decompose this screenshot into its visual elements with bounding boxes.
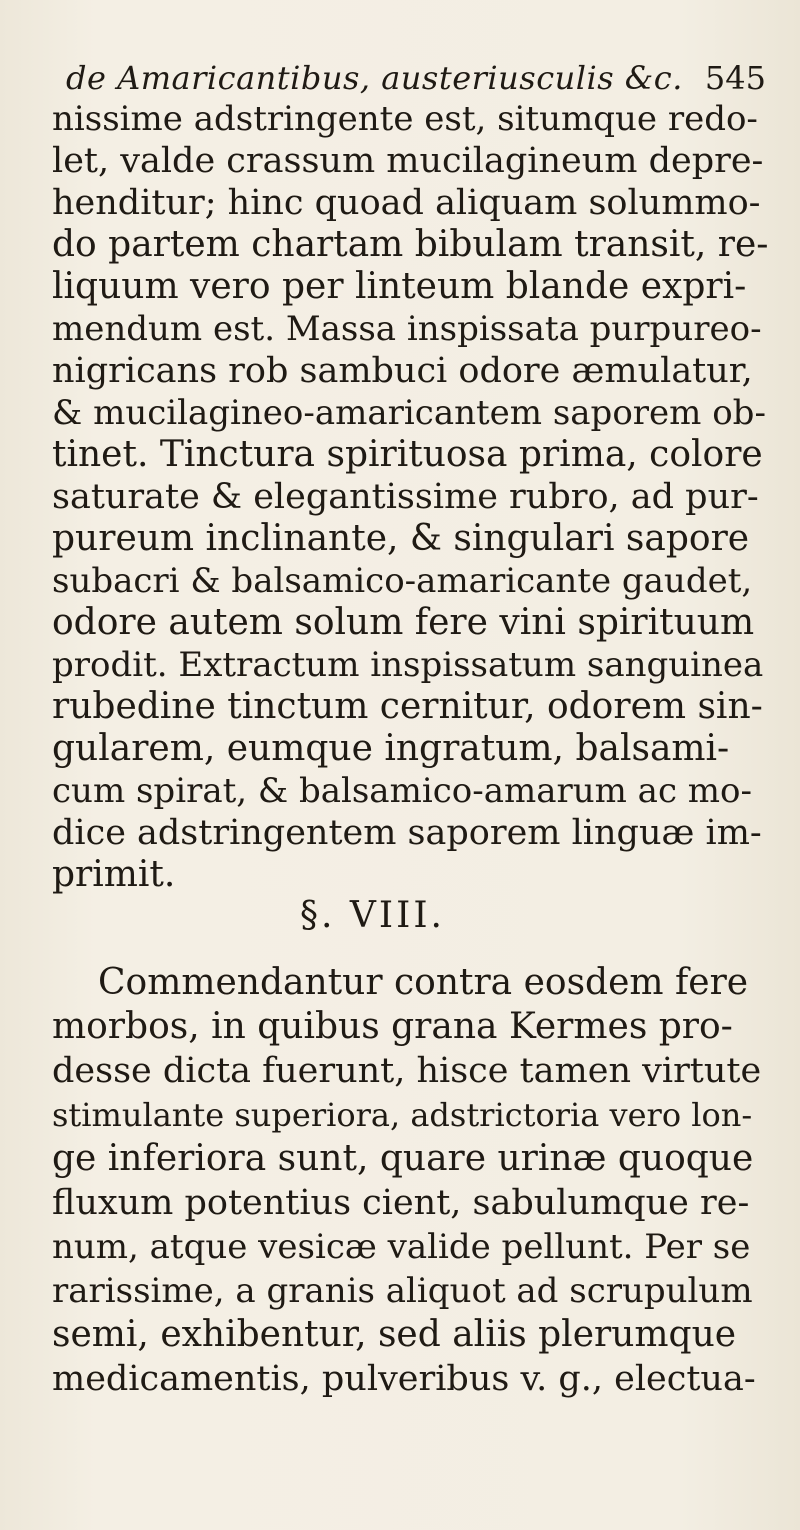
running-title: de Amaricantibus, austeriusculis &c. (66, 59, 683, 97)
running-header (66, 58, 766, 98)
text-line: Commendantur contra eosdem fere (98, 962, 749, 1003)
text-line: fluxum potentius cient, sabulumque re- (52, 1183, 750, 1223)
text-line: tinet. Tinctura spirituosa prima, colore (52, 434, 763, 475)
text-line: ge inferiora sunt, quare urinæ quoque (52, 1138, 754, 1179)
section-heading: §. VIII. (300, 895, 445, 936)
text-line: medicamentis, pulveribus v. g., electua- (52, 1359, 756, 1399)
text-line: nigricans rob sambuci odore æmulatur, (52, 351, 753, 391)
text-line: rubedine tinctum cernitur, odorem sin- (52, 686, 763, 727)
text-line: stimulante superiora, adstrictoria vero lon- (52, 1096, 753, 1134)
text-line: odore autem solum fere vini spirituum (52, 602, 755, 643)
text-line: liquum vero per linteum blande expri- (52, 266, 747, 307)
text-line: prodit. Extractum inspissatum sanguinea (52, 645, 764, 685)
text-line: morbos, in quibus grana Kermes pro- (52, 1006, 733, 1047)
text-line: desse dicta fuerunt, hisce tamen virtute (52, 1051, 762, 1091)
text-line: nissime adstringente est, situmque redo- (52, 99, 758, 139)
text-line: gularem, eumque ingratum, balsami- (52, 728, 730, 769)
text-line: pureum inclinante, & singulari sapore (52, 518, 750, 559)
text-line: let, valde crassum mucilagineum depre- (52, 141, 764, 181)
text-line: do partem chartam bibulam transit, re- (52, 224, 768, 265)
page-number: 545 (704, 59, 766, 97)
text-line: subacri & balsamico-amaricante gaudet, (52, 561, 753, 601)
text-line: dice adstringentem saporem linguæ im- (52, 813, 762, 853)
text-line: cum spirat, & balsamico-amarum ac mo- (52, 771, 752, 811)
text-line: semi, exhibentur, sed aliis plerumque (52, 1314, 737, 1355)
text-line: rarissime, a granis aliquot ad scrupulum (52, 1271, 753, 1311)
text-line: & mucilagineo-amaricantem saporem ob- (52, 393, 766, 433)
text-line: mendum est. Massa inspissata purpureo- (52, 309, 762, 349)
text-line: primit. (52, 854, 176, 895)
text-line: saturate & elegantissime rubro, ad pur- (52, 477, 759, 517)
text-line: henditur; hinc quoad aliquam solummo- (52, 183, 761, 223)
text-line: num, atque vesicæ valide pellunt. Per se (52, 1227, 751, 1267)
